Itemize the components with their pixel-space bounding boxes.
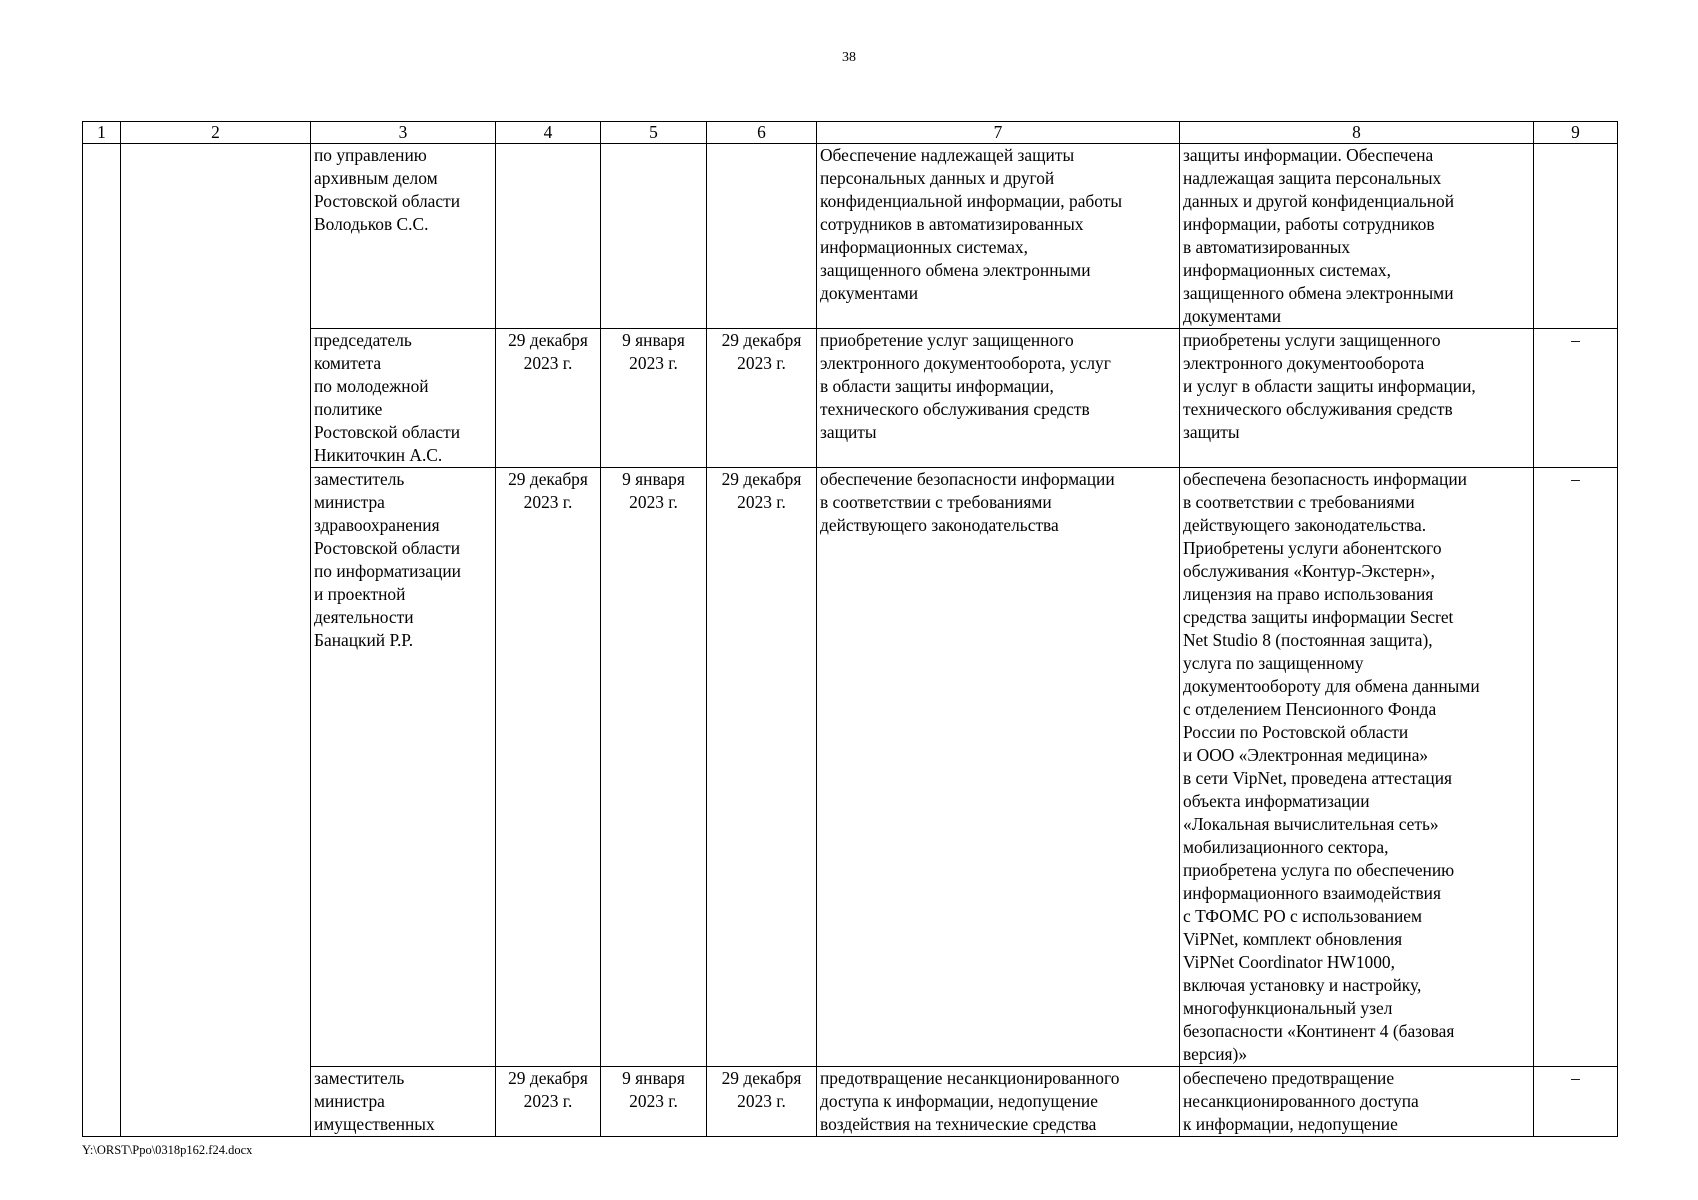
column-header: 6 [707,122,817,144]
actual-result-cell: обеспечена безопасность информации в соответствии с требованиями действующего законодательства. Приобретены услуги абонентского обслуживания «Контур-Экстерн», лицензия на право использования средства защиты информации Secret Net Studio 8 (постоянная защита), услуга по защищенному документообороту для обмена данными с отделением Пенсионного Фонда России по Ростовской области и ООО «Электронная медицина» в сети VipNet, проведена аттестация объекта информатизации «Локальная вычислительная сеть» мобилизационного сектора, приобретена услуга по обеспечению информационного взаимодействия с ТФОМС РО с использованием ViPNet, комплект обновления ViPNet Coordinator HW1000, включая установку и настройку, многофункциональный узел безопасности «Континент 4 (базовая версия)» [1180,468,1534,1067]
responsible-cell: председатель комитета по молодежной политике Ростовской области Никиточкин А.С. [311,329,496,468]
date-plan-cell: 29 декабря 2023 г. [496,329,601,468]
note-cell [1534,144,1618,329]
column-header: 7 [817,122,1180,144]
actual-result-cell: приобретены услуги защищенного электронного документооборота и услуг в области защиты информации, технического обслуживания средств защиты [1180,329,1534,468]
row-number-cell [83,144,121,1137]
date-plan-cell [496,144,601,329]
expected-result-cell: предотвращение несанкционированного доступа к информации, недопущение воздействия на технические средства [817,1067,1180,1137]
date-start-cell [601,144,707,329]
table-row [83,468,1618,1067]
date-start-cell: 9 января 2023 г. [601,1067,707,1137]
table-row [83,144,1618,329]
responsible-cell: заместитель министра имущественных [311,1067,496,1137]
file-path-footer: Y:\ORST\Ppo\0318p162.f24.docx [82,1143,253,1157]
measure-cell [121,144,311,1137]
date-end-cell: 29 декабря 2023 г. [707,468,817,1067]
date-end-cell [707,144,817,329]
column-header: 2 [121,122,311,144]
date-start-cell: 9 января 2023 г. [601,468,707,1067]
note-cell: – [1534,329,1618,468]
actual-result-cell: защиты информации. Обеспечена надлежащая защита персональных данных и другой конфиденциальной информации, работы сотрудников в автоматизированных информационных системах, защищенного обмена электронными документами [1180,144,1534,329]
responsible-cell: по управлению архивным делом Ростовской области Володьков С.С. [311,144,496,329]
column-header: 4 [496,122,601,144]
table-row [83,1067,1618,1137]
column-header: 1 [83,122,121,144]
column-header: 8 [1180,122,1534,144]
expected-result-cell: приобретение услуг защищенного электронного документооборота, услуг в области защиты информации, технического обслуживания средств защиты [817,329,1180,468]
date-plan-cell: 29 декабря 2023 г. [496,1067,601,1137]
actual-result-cell: обеспечено предотвращение несанкционированного доступа к информации, недопущение [1180,1067,1534,1137]
date-end-cell: 29 декабря 2023 г. [707,329,817,468]
date-plan-cell: 29 декабря 2023 г. [496,468,601,1067]
table-row [83,329,1618,468]
column-header: 3 [311,122,496,144]
expected-result-cell: Обеспечение надлежащей защиты персональных данных и другой конфиденциальной информации, работы сотрудников в автоматизированных информационных системах, защищенного обмена электронными документами [817,144,1180,329]
column-header: 9 [1534,122,1618,144]
column-header: 5 [601,122,707,144]
note-cell: – [1534,468,1618,1067]
responsible-cell: заместитель министра здравоохранения Ростовской области по информатизации и проектной деятельности Банацкий Р.Р. [311,468,496,1067]
table-header-row [83,122,1618,144]
note-cell: – [1534,1067,1618,1137]
report-table [82,121,1618,1137]
date-end-cell: 29 декабря 2023 г. [707,1067,817,1137]
page-number: 38 [842,50,856,65]
expected-result-cell: обеспечение безопасности информации в соответствии с требованиями действующего законодательства [817,468,1180,1067]
date-start-cell: 9 января 2023 г. [601,329,707,468]
